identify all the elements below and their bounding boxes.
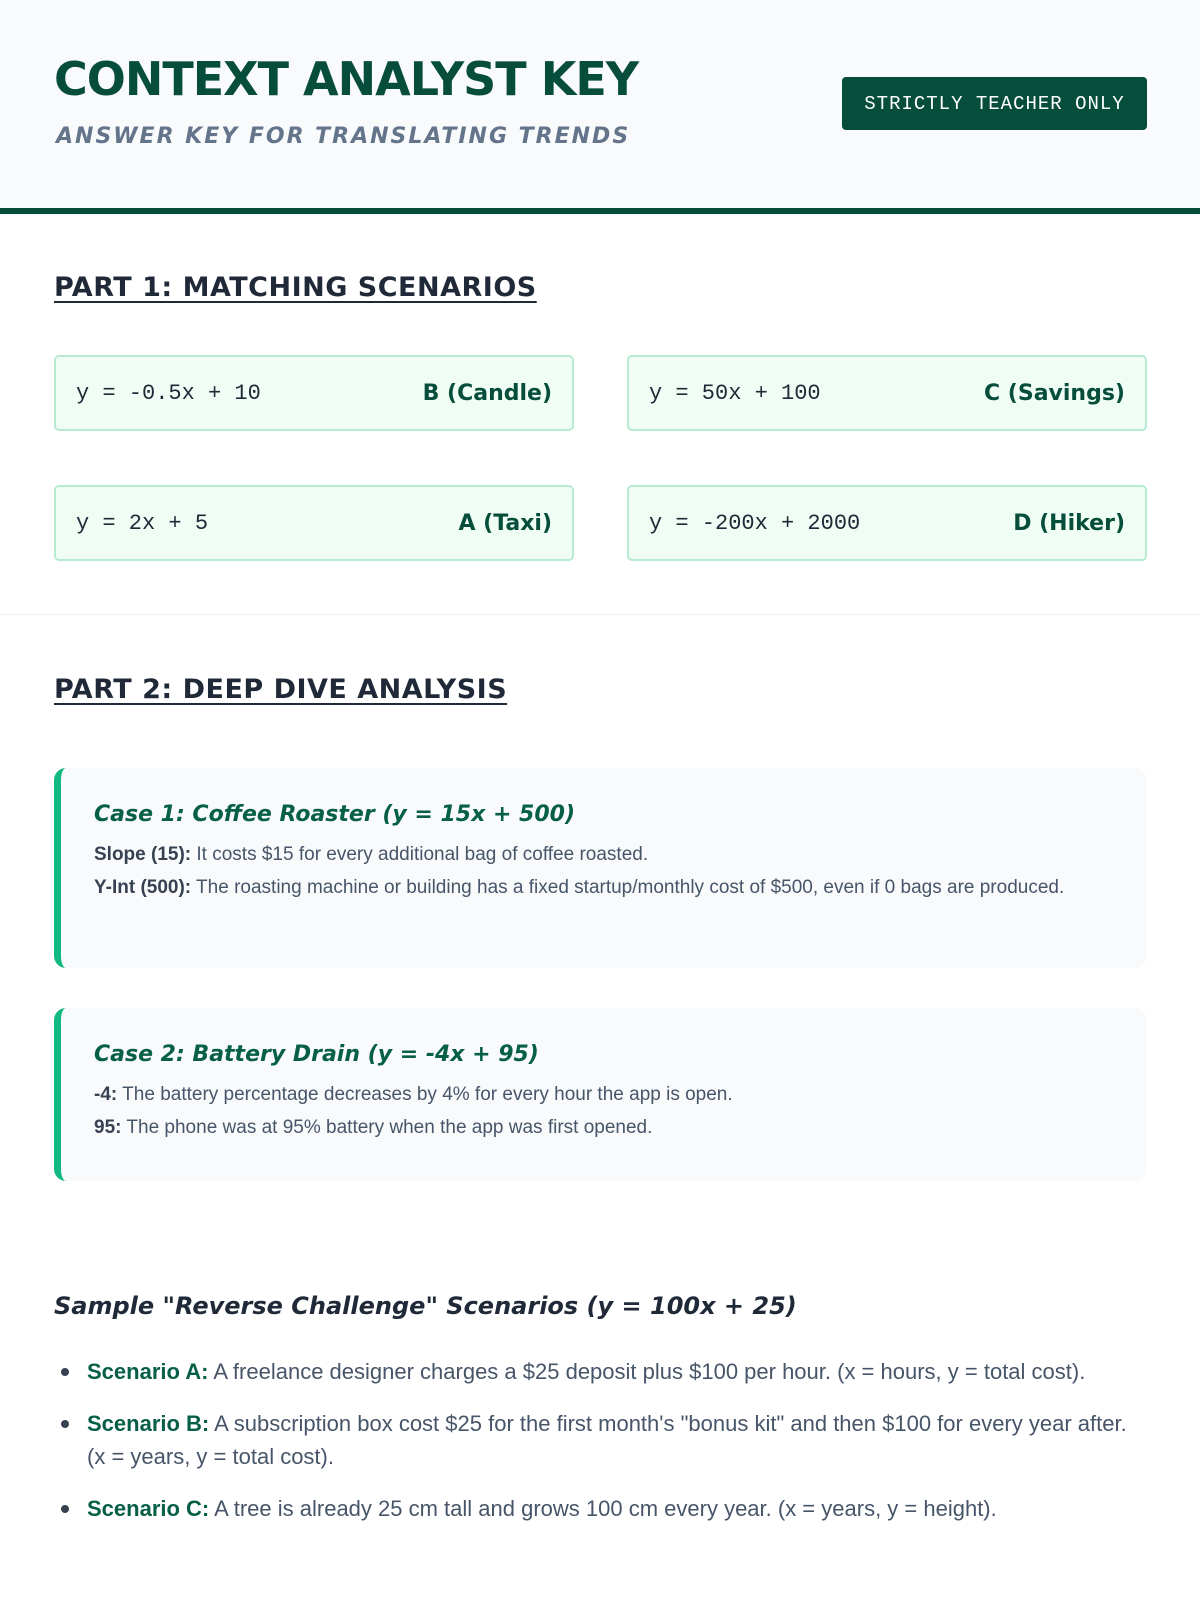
part2-title: PART 2: DEEP DIVE ANALYSIS <box>54 674 508 705</box>
case-line-text: It costs $15 for every additional bag of coffee roasted. <box>191 844 649 865</box>
case-line-label: Y-Int (500): <box>94 877 192 898</box>
scenario-text: A freelance designer charges a $25 deposit plus $100 per hour. (x = hours, y = total cost). <box>208 1359 1086 1384</box>
case-card-battery <box>54 1008 1147 1181</box>
match-answer: B (Candle) <box>422 380 552 406</box>
scenario-text: A subscription box cost $25 for the first month's "bonus kit" and then $100 for every year after. (x = years, y = total cost). <box>87 1411 1127 1469</box>
bullet-icon <box>61 1505 69 1513</box>
case-title: Case 1: Coffee Roaster (y = 15x + 500) <box>94 802 576 827</box>
match-card <box>627 355 1147 431</box>
case-card-coffee <box>54 768 1147 968</box>
reverse-challenge-title: Sample "Reverse Challenge" Scenarios (y = 100x + 25) <box>54 1292 797 1320</box>
case-title: Case 2: Battery Drain (y = -4x + 95) <box>94 1042 539 1067</box>
case-line-label: 95: <box>94 1117 122 1138</box>
match-answer: D (Hiker) <box>1013 510 1125 536</box>
scenario-list <box>54 1355 1147 1544</box>
case-line-text: The battery percentage decreases by 4% for every hour the app is open. <box>117 1084 733 1105</box>
scenario-label: Scenario C: <box>87 1496 210 1521</box>
bullet-icon <box>61 1368 69 1376</box>
match-equation: y = -0.5x + 10 <box>76 380 261 406</box>
match-card <box>54 355 574 431</box>
list-item <box>54 1407 1147 1473</box>
case-line-label: -4: <box>94 1084 118 1105</box>
scenario-label: Scenario A: <box>87 1359 209 1384</box>
document-title: CONTEXT ANALYST KEY <box>54 52 639 106</box>
case-line <box>94 841 1113 868</box>
case-line-label: Slope (15): <box>94 844 192 865</box>
match-equation: y = 2x + 5 <box>76 510 209 536</box>
match-answer: A (Taxi) <box>458 510 552 536</box>
case-line <box>94 874 1113 901</box>
case-line <box>94 1081 1113 1108</box>
case-line-text: The phone was at 95% battery when the app was first opened. <box>121 1117 653 1138</box>
case-line <box>94 1114 1113 1141</box>
match-equation: y = 50x + 100 <box>649 380 821 406</box>
document-subtitle: ANSWER KEY FOR TRANSLATING TRENDS <box>56 124 631 149</box>
scenario-label: Scenario B: <box>87 1411 210 1436</box>
list-item <box>54 1355 1147 1388</box>
page-header <box>0 0 1200 214</box>
match-equation: y = -200x + 2000 <box>649 510 861 536</box>
list-item <box>54 1492 1147 1525</box>
match-card <box>54 485 574 561</box>
scenario-text: A tree is already 25 cm tall and grows 100 cm every year. (x = years, y = height). <box>209 1496 997 1521</box>
match-card <box>627 485 1147 561</box>
case-line-text: The roasting machine or building has a fixed startup/monthly cost of $500, even if 0 bags are produced. <box>191 877 1065 898</box>
match-answer: C (Savings) <box>984 380 1125 406</box>
teacher-only-badge: STRICTLY TEACHER ONLY <box>842 77 1147 130</box>
part1-title: PART 1: MATCHING SCENARIOS <box>54 272 537 303</box>
section-divider <box>0 614 1200 615</box>
bullet-icon <box>61 1420 69 1428</box>
